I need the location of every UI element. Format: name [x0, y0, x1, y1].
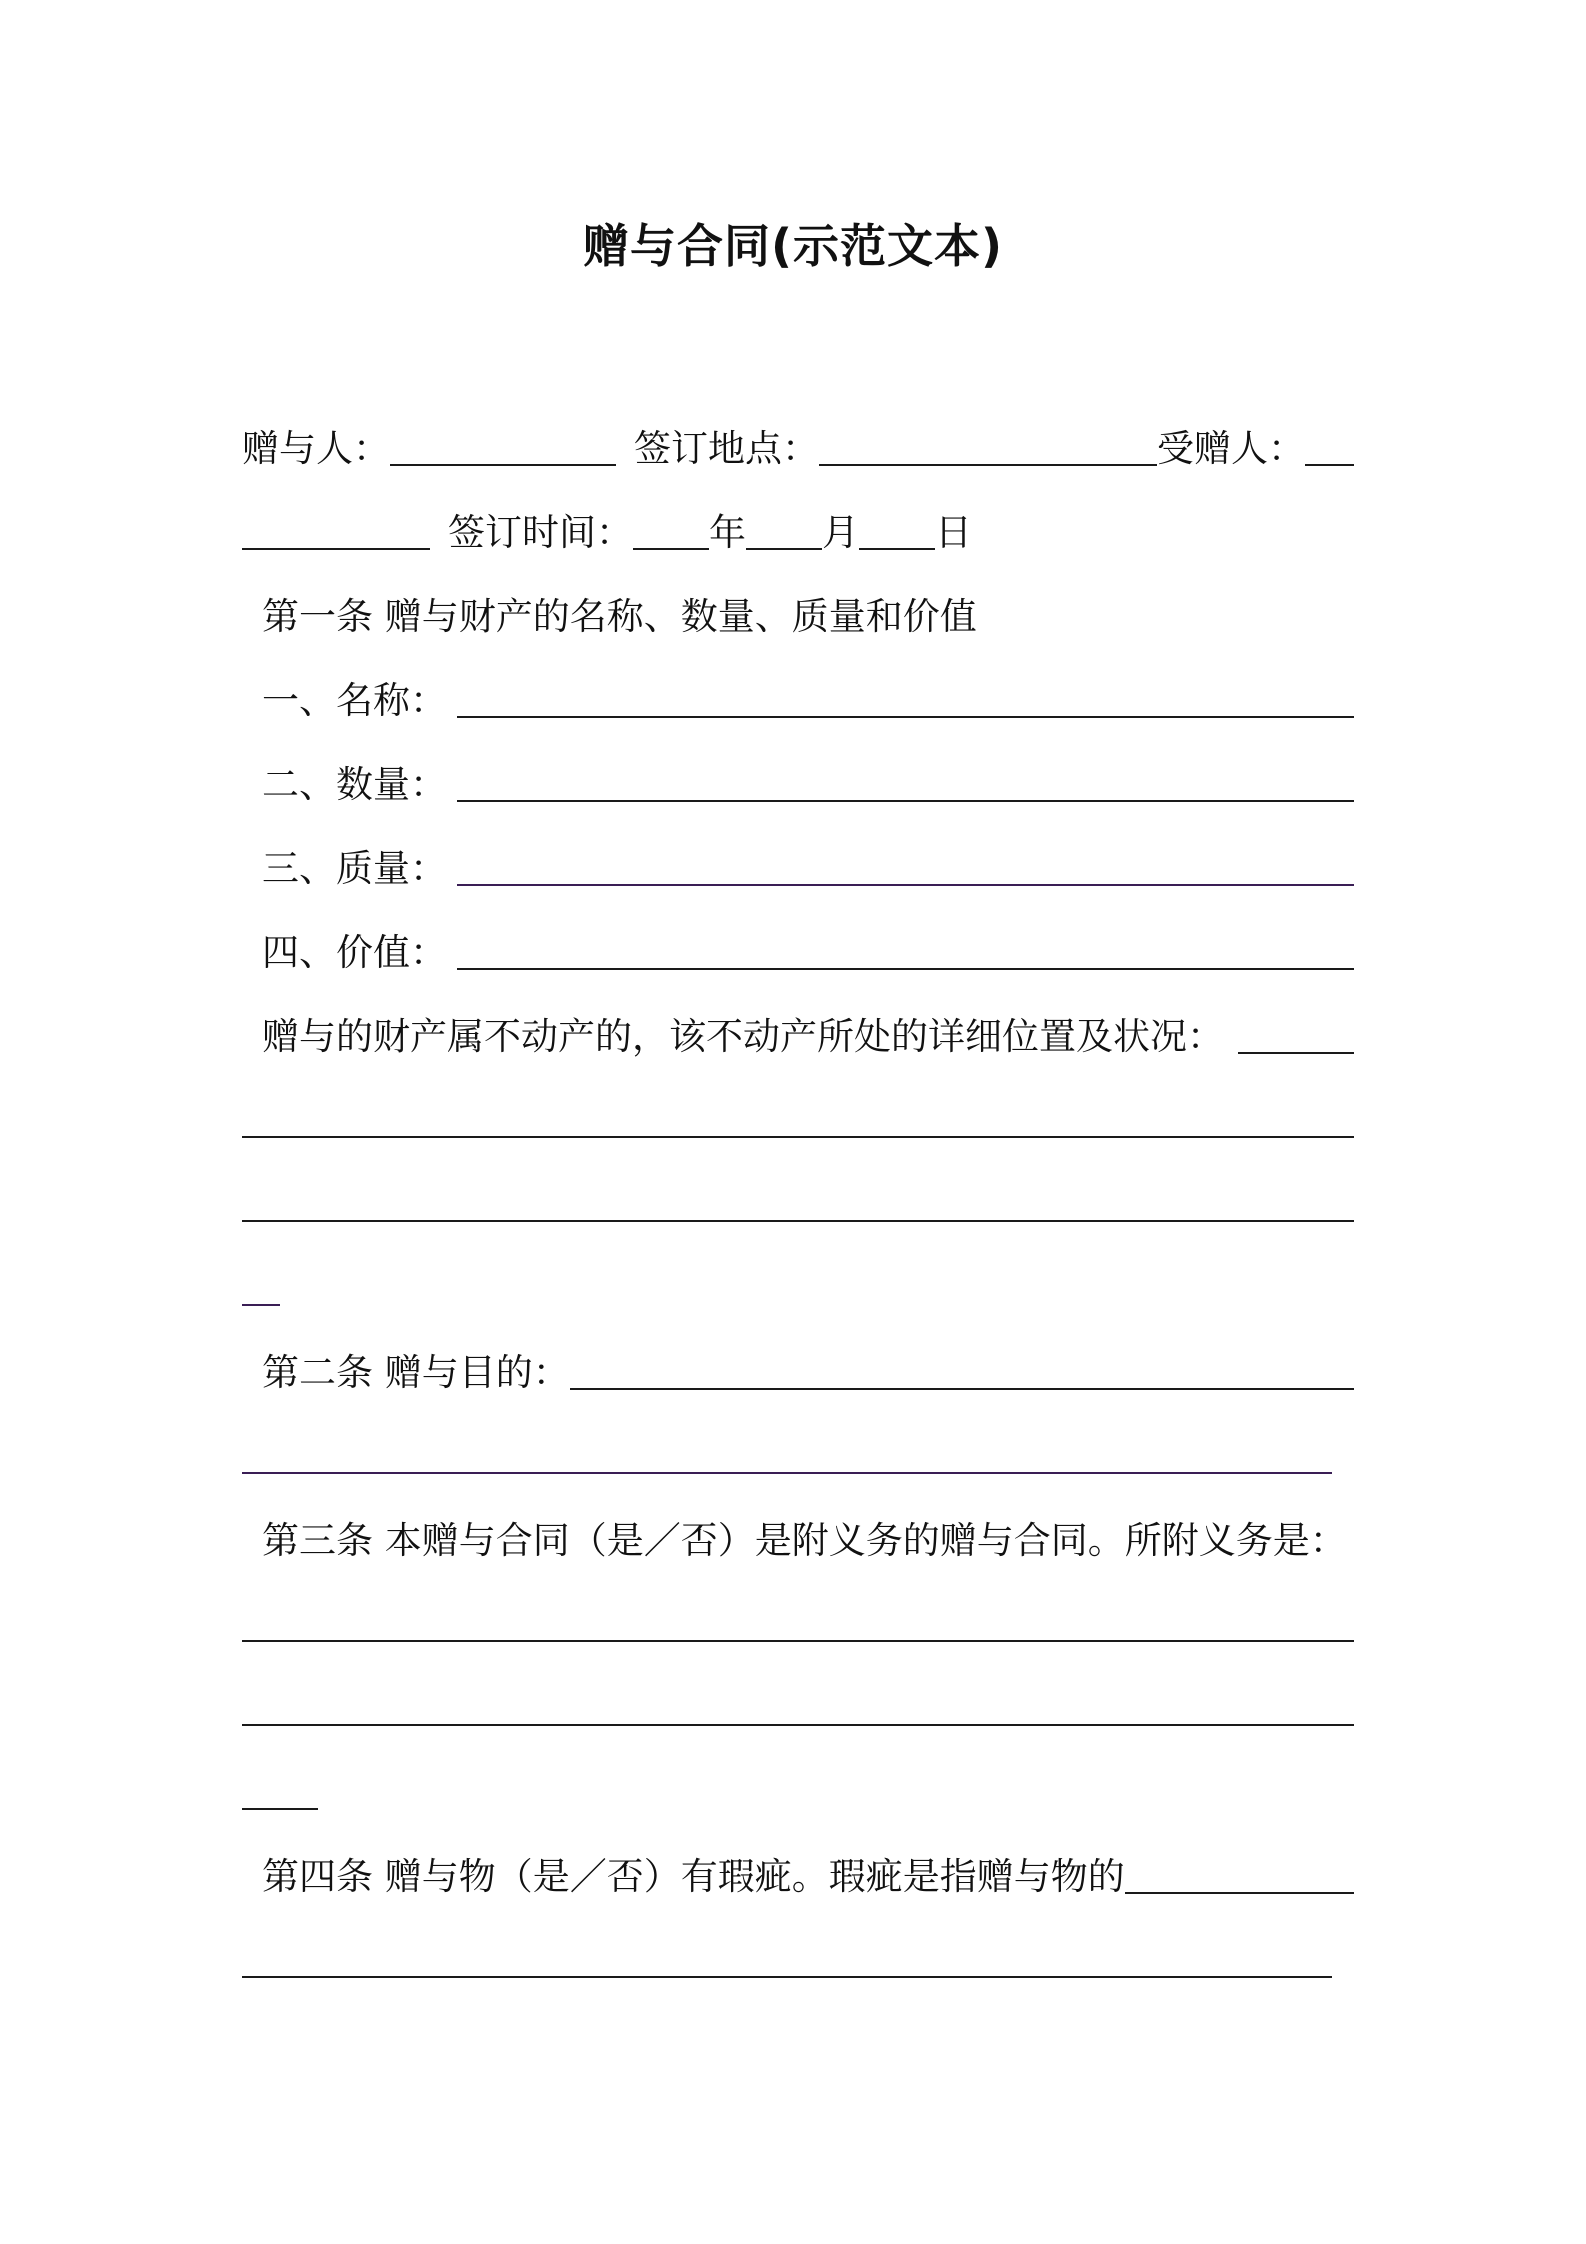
item-name-field[interactable] [457, 716, 1354, 718]
year-label: 年 [709, 511, 746, 554]
article-3-line [262, 1480, 1354, 1564]
item-value-label: 四、价值： [262, 931, 447, 974]
donor-label: 赠与人： [242, 427, 390, 470]
realty-note-line [262, 976, 1354, 1060]
realty-field-2[interactable] [242, 1136, 1354, 1138]
place-field[interactable] [819, 464, 1157, 466]
place-label: 签订地点： [634, 427, 819, 470]
realty-field-3[interactable] [242, 1220, 1354, 1222]
donee-field[interactable] [1305, 464, 1354, 466]
article-3-blank-line-1 [242, 1564, 1354, 1648]
article-1-heading-text: 第一条 赠与财产的名称、数量、质量和价值 [262, 595, 977, 638]
header-line-2 [242, 472, 1354, 556]
article-3-blank-line-2 [242, 1648, 1354, 1732]
donee-label: 受赠人： [1157, 427, 1305, 470]
document-title: 赠与合同(示范文本) [582, 219, 1004, 273]
month-field[interactable] [746, 548, 822, 550]
realty-field[interactable] [1238, 1052, 1354, 1054]
day-field[interactable] [859, 548, 935, 550]
obligation-field[interactable] [242, 1640, 1354, 1642]
month-label: 月 [822, 511, 859, 554]
article-4-heading: 第四条 赠与物（是／否）有瑕疵。瑕疵是指赠与物的 [262, 1855, 1125, 1898]
purpose-field-2[interactable] [242, 1472, 1332, 1474]
realty-field-4[interactable] [242, 1304, 280, 1306]
time-label: 签订时间： [448, 511, 633, 554]
obligation-field-2[interactable] [242, 1724, 1354, 1726]
article-4-line [262, 1816, 1354, 1900]
article-4-blank-line [242, 1900, 1354, 1984]
day-label: 日 [935, 511, 972, 554]
purpose-field[interactable] [570, 1388, 1354, 1390]
realty-blank-line-3 [242, 1228, 1354, 1312]
header-line-1 [242, 388, 1354, 472]
item-quantity-field[interactable] [457, 800, 1354, 802]
article-2-blank-line [242, 1396, 1354, 1480]
realty-blank-line-2 [242, 1144, 1354, 1228]
item-name-label: 一、名称： [262, 679, 447, 722]
year-field[interactable] [633, 548, 709, 550]
article-2-heading: 第二条 赠与目的： [262, 1351, 570, 1394]
item-quality-label: 三、质量： [262, 847, 447, 890]
donee-field-continued[interactable] [242, 548, 430, 550]
realty-note-text: 赠与的财产属不动产的，该不动产所处的详细位置及状况： [262, 1015, 1224, 1058]
item-value-field[interactable] [457, 968, 1354, 970]
item-quality-field[interactable] [457, 884, 1354, 886]
realty-blank-line-1 [242, 1060, 1354, 1144]
article-3-heading: 第三条 本赠与合同（是／否）是附义务的赠与合同。所附义务是： [262, 1519, 1347, 1562]
article-1-item-quality [262, 808, 1354, 892]
article-1-item-value [262, 892, 1354, 976]
article-3-blank-line-3 [242, 1732, 1354, 1816]
item-quantity-label: 二、数量： [262, 763, 447, 806]
obligation-field-3[interactable] [242, 1808, 318, 1810]
article-1-item-name [262, 640, 1354, 724]
article-1-item-quantity [262, 724, 1354, 808]
defect-field[interactable] [1125, 1892, 1354, 1894]
article-2-line [262, 1312, 1354, 1396]
donor-field[interactable] [390, 464, 616, 466]
defect-field-2[interactable] [242, 1976, 1332, 1978]
article-1-heading [262, 556, 1354, 640]
